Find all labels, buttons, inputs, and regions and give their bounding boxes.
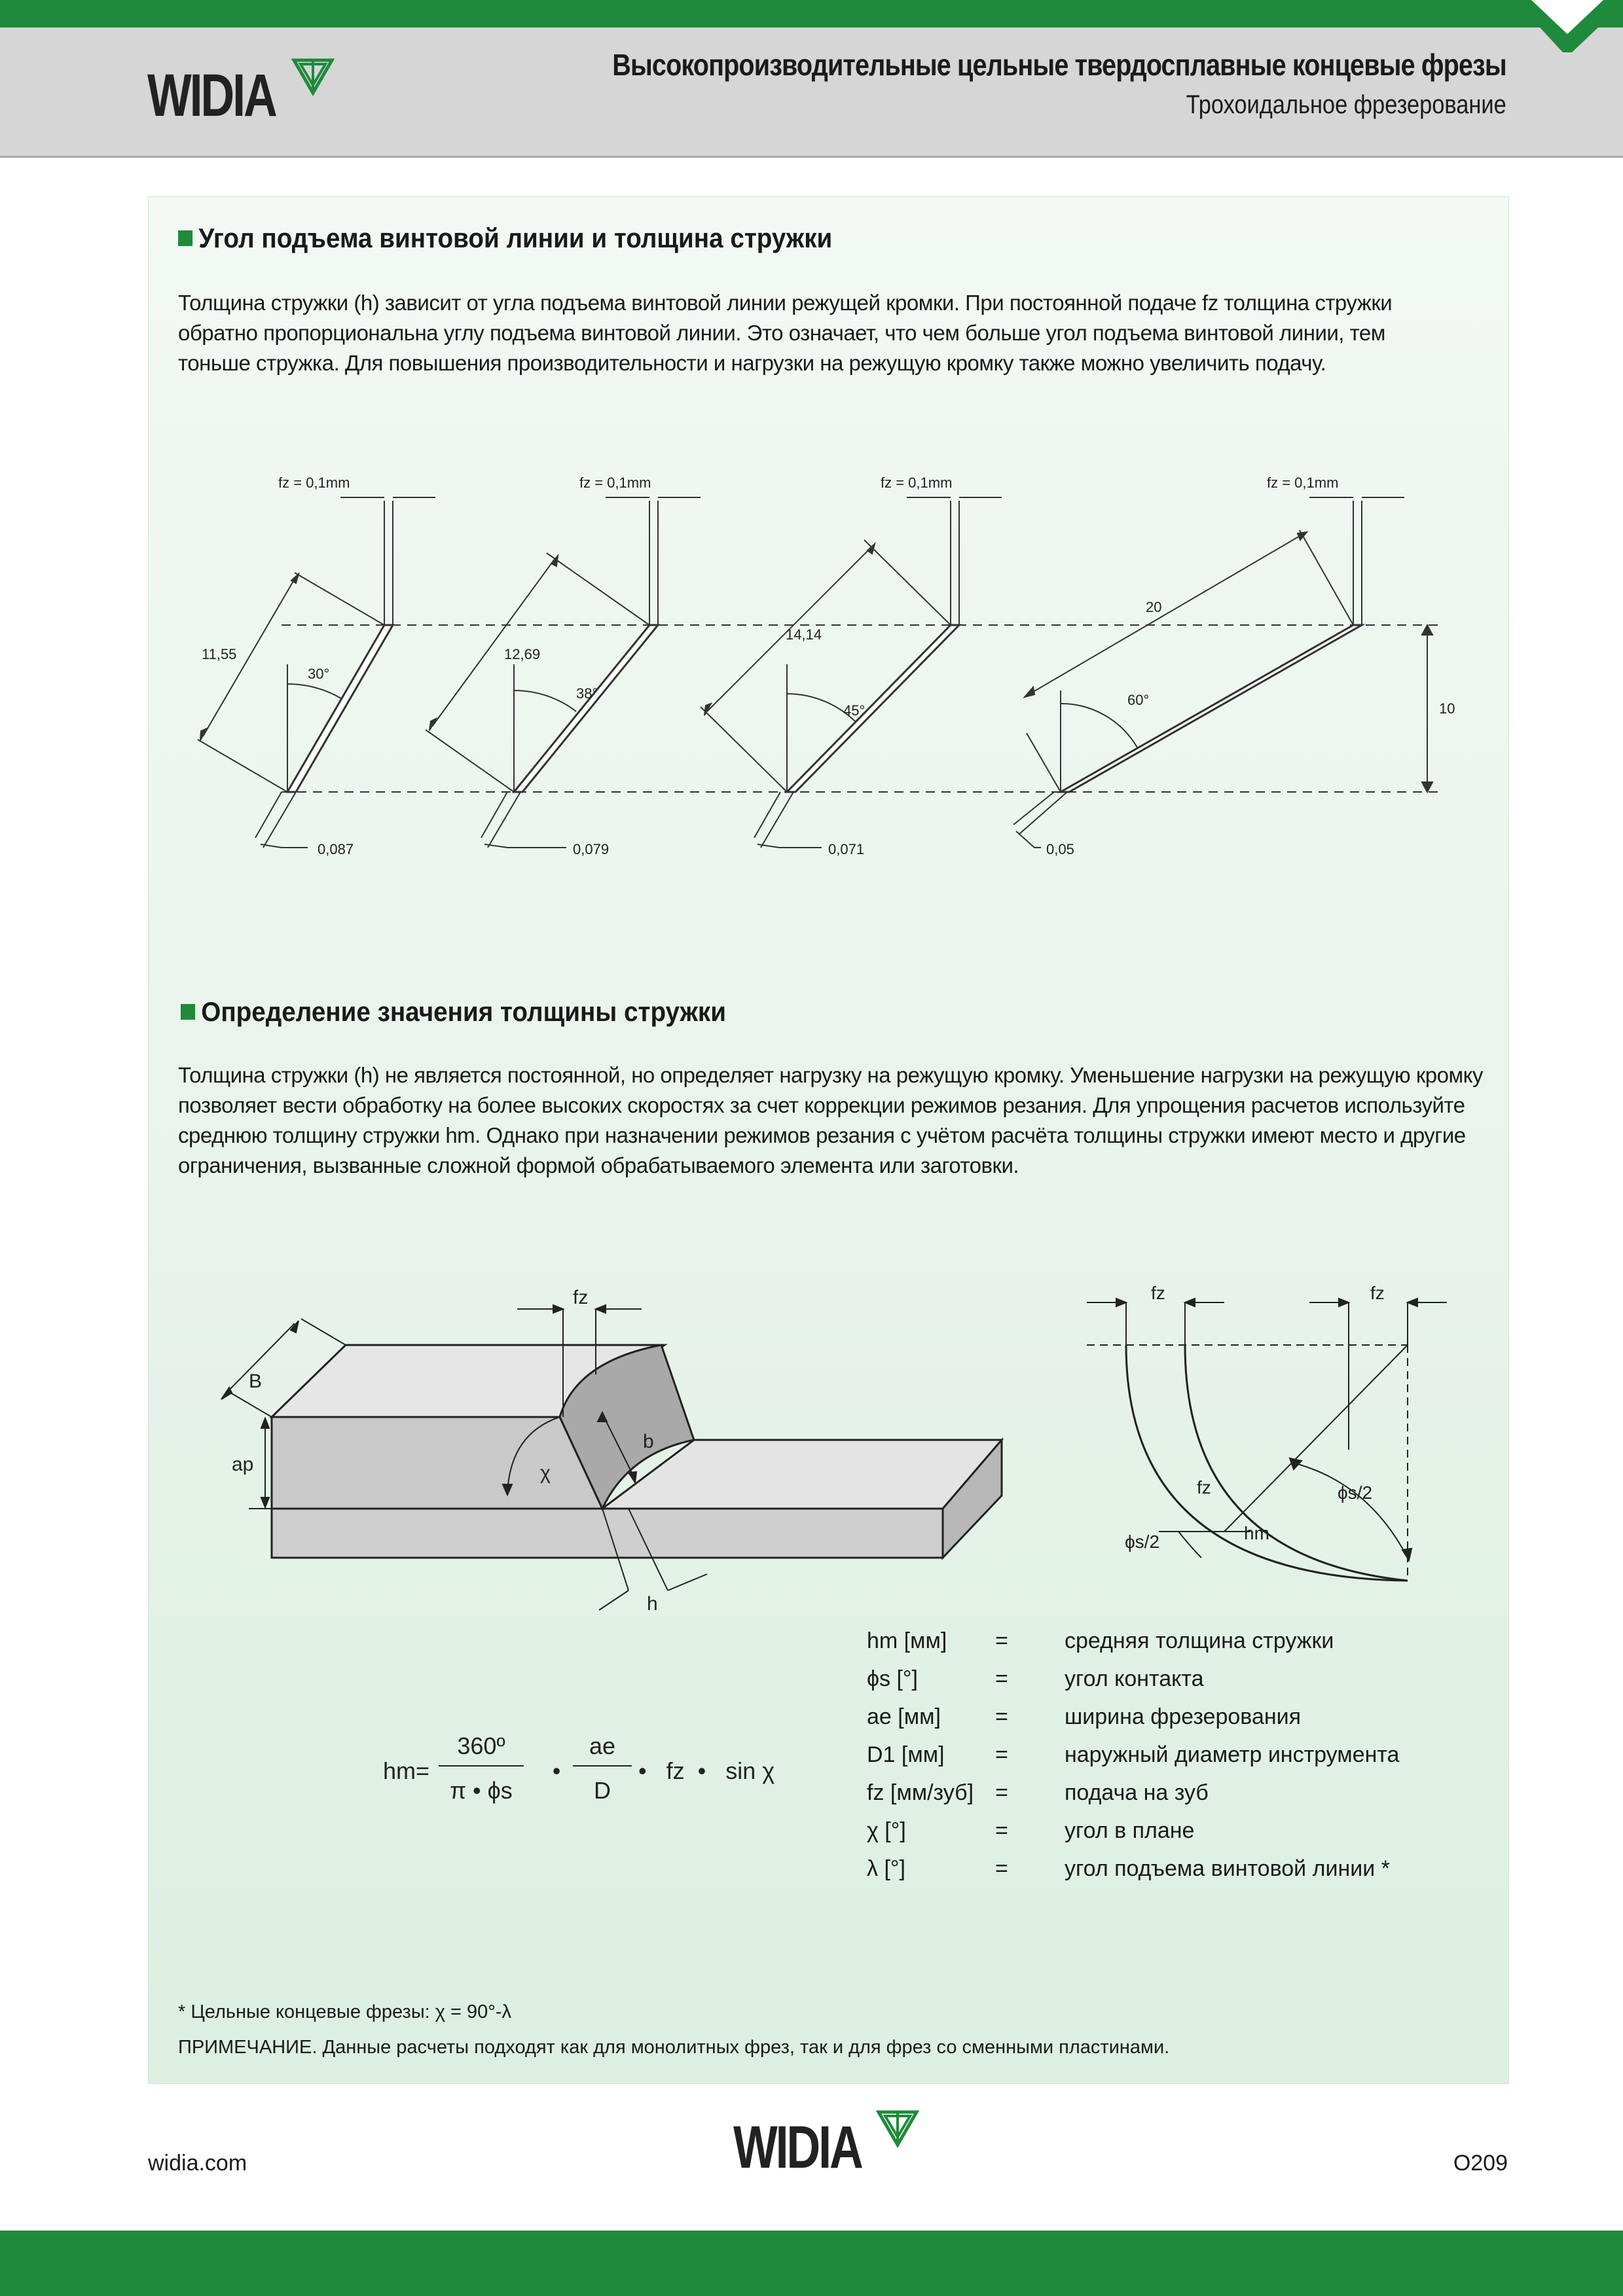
angle-label-1: 30°	[308, 666, 330, 682]
length-label-4: 20	[1146, 599, 1162, 615]
top-green-bar	[0, 0, 1623, 27]
block-chi-label: χ	[540, 1462, 551, 1484]
length-label-1: 11,55	[202, 646, 237, 662]
block-B-label: B	[249, 1371, 263, 1392]
legend-description: средняя толщина стружки	[1065, 1628, 1334, 1653]
bottom-green-bar	[0, 2231, 1623, 2296]
footer-logo	[733, 2114, 898, 2181]
block-b-label: b	[643, 1431, 654, 1452]
section1-line: Толщина стружки (h) зависит от угла подъема винтовой линии режущей кромки. При постоянной подаче fz толщина стружки	[178, 291, 1393, 315]
formula-den2: D	[594, 1777, 611, 1804]
legend-symbol: χ [°]	[867, 1818, 906, 1843]
section2-line: Толщина стружки (h) не является постоянной, но определяет нагрузку на режущую кромку. Уменьшение нагрузки на режущую кромку	[178, 1063, 1483, 1087]
page-number: O209	[1453, 2151, 1508, 2176]
formula-den1: π • ϕs	[450, 1777, 513, 1804]
legend-symbol: hm [мм]	[867, 1628, 947, 1653]
workpiece-diagram	[210, 1283, 1074, 1636]
legend-equals: =	[995, 1666, 1008, 1691]
formula-num1: 360º	[457, 1732, 505, 1759]
section1-paragraph	[178, 288, 1392, 378]
corner-triangle-icon	[1512, 0, 1623, 59]
section1-title	[178, 223, 832, 254]
legend-symbol: D1 [мм]	[867, 1742, 945, 1767]
thickness-label-2: 0,079	[573, 841, 610, 857]
legend-description: угол в плане	[1065, 1818, 1195, 1843]
section2-line: ограничения, вызванные сложной формой обрабатываемого элемента или заготовки.	[178, 1153, 1019, 1177]
legend-equals: =	[995, 1818, 1008, 1843]
page-subtitle: Трохоидальное фрезерование	[1186, 90, 1506, 119]
formula-num2: ae	[589, 1732, 616, 1759]
arc-fz-right-label: fz	[1370, 1283, 1385, 1303]
footnote-note: ПРИМЕЧАНИЕ. Данные расчеты подходят как для монолитных фрез, так и для фрез со сменными пластинами.	[178, 2037, 1170, 2058]
legend-description: подача на зуб	[1065, 1780, 1209, 1805]
length-label-3: 14,14	[786, 626, 822, 643]
section2-line: позволяет вести обработку на более высоких скоростях за счет коррекции режимов резания. Для упрощения расчетов используйте	[178, 1093, 1465, 1117]
fz-label-2: fz = 0,1mm	[579, 475, 651, 491]
arc-fz-left-label: fz	[1151, 1283, 1165, 1303]
block-h-label: h	[647, 1593, 658, 1615]
thickness-label-3: 0,071	[828, 841, 865, 857]
green-square-icon	[181, 1004, 195, 1020]
website-link[interactable]: widia.com	[148, 2151, 247, 2176]
angle-label-2: 38°	[576, 685, 598, 702]
widia-triangle-icon	[876, 2109, 922, 2149]
block-fz-label: fz	[573, 1287, 589, 1308]
legend-equals: =	[995, 1704, 1008, 1729]
fz-label-3: fz = 0,1mm	[881, 475, 953, 491]
section2-paragraph	[178, 1060, 1483, 1181]
header-logo	[147, 62, 312, 129]
footer-brand-wordmark: WIDIA	[733, 2114, 862, 2181]
section1-title-text: Угол подъема винтовой линии и толщина стружки	[198, 223, 833, 253]
chip-thickness-formula	[376, 1728, 809, 1806]
angle-label-4: 60°	[1127, 692, 1150, 708]
formula-tail: • fz • sin χ	[638, 1757, 775, 1784]
legend-description: угол подъема винтовой линии *	[1065, 1856, 1390, 1881]
legend-description: ширина фрезерования	[1065, 1704, 1302, 1729]
fz-label-4: fz = 0,1mm	[1267, 475, 1339, 491]
brand-wordmark: WIDIA	[147, 62, 276, 129]
formula-lhs: hm=	[383, 1757, 430, 1784]
legend-equals: =	[995, 1780, 1008, 1805]
formula-dot: •	[552, 1757, 561, 1784]
thickness-label-1: 0,087	[318, 841, 354, 857]
legend-symbol: λ [°]	[867, 1856, 905, 1881]
contact-angle-diagram	[1080, 1283, 1473, 1590]
arc-hm-label: hm	[1244, 1523, 1269, 1543]
legend-symbol: ϕs [°]	[867, 1666, 918, 1691]
legend-equals: =	[995, 1628, 1008, 1653]
helix-angle-diagram	[183, 468, 1480, 880]
section2-line: среднюю толщину стружки hm. Однако при назначении режимов резания с учётом расчёта толщины стружки имеют место и другие	[178, 1123, 1466, 1147]
section2-title-text: Определение значения толщины стружки	[201, 996, 726, 1027]
legend-symbol: fz [мм/зуб]	[867, 1780, 974, 1805]
arc-phi-left-label: ϕs/2	[1125, 1532, 1160, 1552]
legend-description: угол контакта	[1065, 1666, 1204, 1691]
arc-phi-right-label: ϕs/2	[1338, 1482, 1373, 1503]
legend-symbol: ae [мм]	[867, 1704, 941, 1729]
legend-description: наружный диаметр инструмента	[1065, 1742, 1400, 1767]
length-label-2: 12,69	[504, 646, 541, 662]
section1-line: тоньше стружка. Для повышения производительности и нагрузки на режущую кромку также можно увеличить подачу.	[178, 351, 1326, 375]
fz-label-1: fz = 0,1mm	[278, 475, 350, 491]
arc-fz-inner-label: fz	[1197, 1477, 1211, 1498]
page-title: Высокопроизводительные цельные твердосплавные концевые фрезы	[612, 48, 1506, 82]
block-ap-label: ap	[232, 1454, 254, 1475]
height-label: 10	[1439, 700, 1455, 717]
section2-title	[181, 996, 726, 1028]
footnote-star: * Цельные концевые фрезы: χ = 90°-λ	[178, 2001, 512, 2022]
section1-line: обратно пропорциональна углу подъема винтовой линии. Это означает, что чем больше угол подъема винтовой линии, тем	[178, 321, 1385, 345]
angle-label-3: 45°	[843, 702, 866, 719]
green-square-icon	[178, 230, 192, 246]
legend-equals: =	[995, 1742, 1008, 1767]
thickness-label-4: 0,05	[1046, 841, 1074, 857]
legend-equals: =	[995, 1856, 1008, 1881]
widia-triangle-icon	[291, 58, 337, 97]
